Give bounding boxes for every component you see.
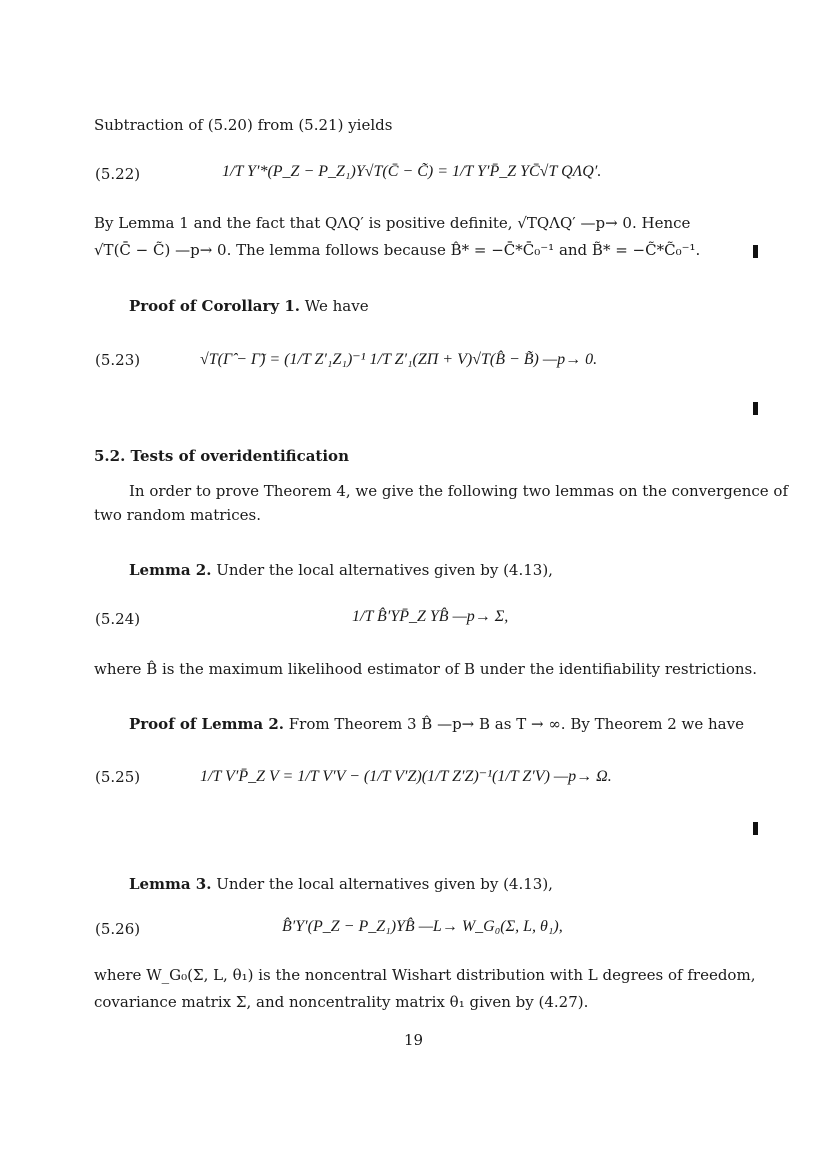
equation-number-5-26: (5.26) [95, 920, 141, 938]
equation-5-25: 1/T V′P̄_Z V = 1/T V′V − (1/T V′Z)(1/T Z′Z)⁻¹(1/T Z′V) —p→ Ω. [200, 768, 612, 785]
equation-number-5-24: (5.24) [95, 610, 141, 628]
qed-mark [753, 245, 758, 258]
lemma-2-heading: Lemma 2. [129, 561, 212, 579]
paragraph-mle: where B̂ is the maximum likelihood estimator of B under the identifiability restrictions. [94, 660, 758, 678]
equation-5-26: B̂′Y′(P_Z − P_Z₁)YB̂ —L→ W_G₀(Σ, L, θ₁), [282, 918, 563, 935]
paragraph-wishart-line1: where W_G₀(Σ, L, θ₁) is the noncentral Wishart distribution with L degrees of freedom, [94, 966, 756, 984]
proof-lemma-2 [129, 714, 744, 734]
proof-lemma-2-text: From Theorem 3 B̂ —p→ B as T → ∞. By Theorem 2 we have [283, 715, 744, 733]
page-number: 19 [403, 1031, 424, 1049]
equation-number-5-22: (5.22) [95, 165, 141, 183]
lemma-2-text: Under the local alternatives given by (4.13), [211, 561, 553, 579]
lemma-2 [129, 560, 553, 580]
paragraph-theorem4-line1: In order to prove Theorem 4, we give the following two lemmas on the convergence of [129, 482, 788, 500]
equation-number-5-25: (5.25) [95, 768, 141, 786]
proof-lemma-2-heading: Proof of Lemma 2. [129, 715, 284, 733]
equation-number-5-23: (5.23) [95, 351, 141, 369]
proof-corollary-1-text: We have [300, 297, 369, 315]
paragraph-lemma1-line2: √T(C̄ − C̃) —p→ 0. The lemma follows because B̂* = −C̄*C̄₀⁻¹ and B̃* = −C̃*C̃₀⁻¹. [94, 241, 701, 259]
equation-5-22: 1/T Y′*(P_Z − P_Z₁)Y√T(C̄ − C̃) = 1/T Y′P̄_Z YC̄√T QΛQ′. [222, 163, 602, 180]
equation-5-24: 1/T B̂′YP̄_Z YB̂ —p→ Σ, [352, 608, 509, 625]
qed-mark [753, 822, 758, 835]
lemma-3 [129, 874, 553, 894]
paragraph-subtraction: Subtraction of (5.20) from (5.21) yields [94, 116, 393, 134]
qed-mark [753, 402, 758, 415]
section-heading-5-2: 5.2. Tests of overidentification [94, 447, 349, 465]
paragraph-wishart-line2: covariance matrix Σ, and noncentrality matrix θ₁ given by (4.27). [94, 993, 589, 1011]
paragraph-theorem4-line2: two random matrices. [94, 506, 261, 524]
paragraph-lemma1-line1: By Lemma 1 and the fact that QΛQ′ is positive definite, √TQΛQ′ —p→ 0. Hence [94, 214, 691, 232]
proof-corollary-1 [129, 296, 369, 316]
lemma-3-heading: Lemma 3. [129, 875, 212, 893]
equation-5-23: √T(Γ̂ − Γ̃) = (1/T Z′₁Z₁)⁻¹ 1/T Z′₁(ZΠ + V)√T(B̂ − B̃) —p→ 0. [200, 351, 598, 368]
lemma-3-text: Under the local alternatives given by (4.13), [211, 875, 553, 893]
proof-corollary-1-heading: Proof of Corollary 1. [129, 297, 301, 315]
